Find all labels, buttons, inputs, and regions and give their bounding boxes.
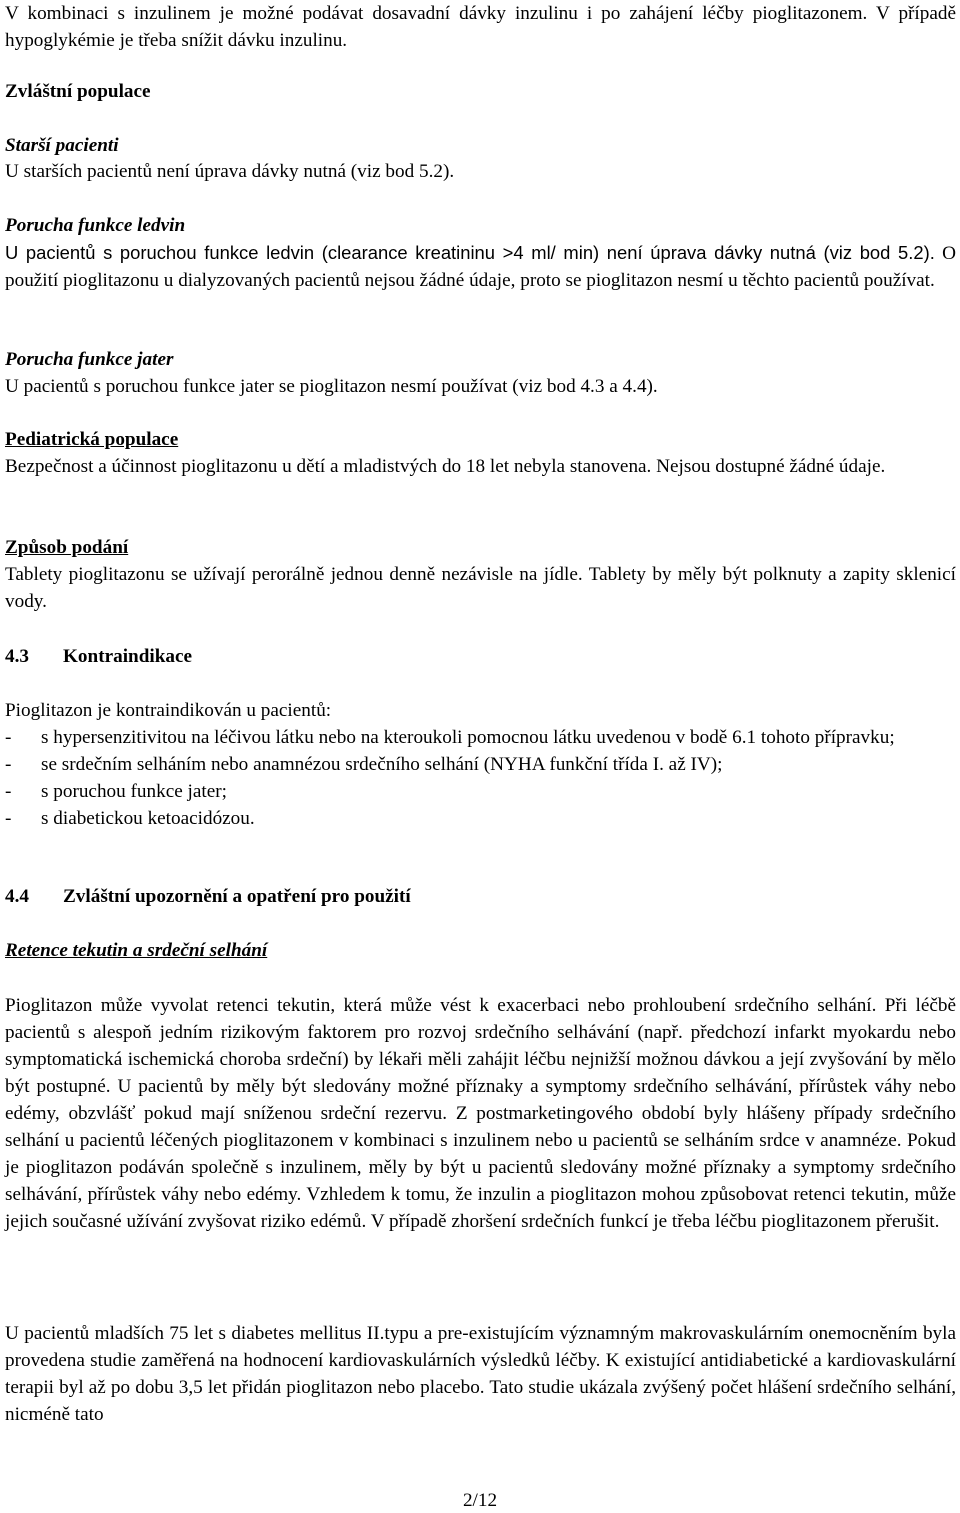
list-item [5,751,935,778]
fluid-retention-paragraph: Pioglitazon může vyvolat retenci tekutin, která může vést k exacerbaci nebo prohloubení srdečního selhání. Při léčbě pacientů s alespoň jedním rizikovým faktorem pro rozvoj srdečního selhávání (např. předchozí infarkt myokardu nebo symptomatická ischemická choroba srdeční) by lékaři měli zahájit léčbu nejnižší možnou dávkou a její zvyšování by mělo být postupné. U pacientů by měly být sledovány možné příznaky a symptomy srdečního selhávání, přírůstek váhy nebo edémy, obzvlášť pokud mají sníženou srdeční rezervu. Z postmarketingového období byly hlášeny případy srdečního selhání u pacientů léčených pioglitazonem v kombinaci s inzulinem nebo u pacientů se selháním srdce v anamnéze. Pokud je pioglitazon podáván společně s inzulinem, měly by být u pacientů sledovány možné příznaky a symptomy srdečního selhávání, přírůstek váhy nebo edémy. Vzhledem k tomu, že inzulin a pioglitazon mohou způsobovat retenci tekutin, může jejich současné užívání zvyšovat riziko edémů. V případě zhoršení srdečních funkcí je třeba léčbu pioglitazonem přerušit. [5,995,956,1232]
list-item-text: s hypersenzitivitou na léčivou látku nebo na kteroukoli pomocnou látku uvedenou v bodě 6.1 tohoto přípravku; [41,727,895,748]
hepatic-title: Porucha funkce jater [5,349,174,370]
list-item-text: s diabetickou ketoacidózou. [41,808,255,829]
dash-bullet: - [5,727,12,748]
renal-title: Porucha funkce ledvin [5,215,186,236]
cardiovascular-study-paragraph: U pacientů mladších 75 let s diabetes mellitus II.typu a pre-existujícím významným makrovaskulárním onemocněním byla provedena studie zaměřená na hodnocení kardiovaskulárních výsledků léčby. K existující antidiabetické a kardiovaskulární terapii byl až po dobu 3,5 let přidán pioglitazon nebo placebo. Tato studie ukázala zvýšený počet hlášení srdečního selhání, nicméně tato [5,1323,956,1425]
pediatric-text: Bezpečnost a účinnost pioglitazonu u dětí a mladistvých do 18 let nebyla stanovena. Nejsou dostupné žádné údaje. [5,456,886,477]
section-4-3-title: Kontraindikace [63,646,192,667]
elderly-title: Starší pacienti [5,135,119,156]
hepatic-text: U pacientů s poruchou funkce jater se pioglitazon nesmí používat (viz bod 4.3 a 4.4). [5,376,658,397]
fluid-retention-subheading: Retence tekutin a srdeční selhání [5,940,268,961]
renal-text [5,239,956,294]
intro-paragraph: V kombinaci s inzulinem je možné podávat dosavadní dávky inzulinu i po zahájení léčby pioglitazonem. V případě hypoglykémie je třeba snížit dávku inzulinu. [5,3,956,51]
dash-bullet: - [5,781,12,802]
renal-text-serif: O použití pioglitazonu u dialyzovaných pacientů nejsou žádné údaje, proto se pioglitazon nesmí u těchto pacientů používat. [5,243,956,291]
list-item [5,805,935,832]
section-4-4-heading [5,883,411,910]
page-number: 2/12 [462,1490,498,1511]
list-item [5,778,935,805]
dash-bullet: - [5,808,12,829]
section-4-4-number: 4.4 [5,886,29,907]
list-item [5,724,935,751]
administration-text: Tablety pioglitazonu se užívají perorálně jednou denně nezávisle na jídle. Tablety by měly být polknuty a zapity sklenicí vody. [5,564,956,612]
section-4-3-number: 4.3 [5,646,29,667]
administration-title: Způsob podání [5,537,129,558]
special-populations-heading: Zvláštní populace [5,81,151,102]
pediatric-title: Pediatrická populace [5,429,179,450]
section-4-3-heading [5,643,192,670]
list-item-text: s poruchou funkce jater; [41,781,227,802]
section-4-4-title: Zvláštní upozornění a opatření pro použití [63,886,411,907]
list-item-text: se srdečním selháním nebo anamnézou srdečního selhání (NYHA funkční třída I. až IV); [41,754,723,775]
contraindication-intro: Pioglitazon je kontraindikován u pacientů: [5,700,332,721]
renal-text-sans: U pacientů s poruchou funkce ledvin (clearance kreatininu >4 ml/ min) není úprava dávky nutná (viz bod 5.2). [5,242,935,263]
elderly-text: U starších pacientů není úprava dávky nutná (viz bod 5.2). [5,161,455,182]
contraindication-list [5,724,935,832]
dash-bullet: - [5,754,12,775]
